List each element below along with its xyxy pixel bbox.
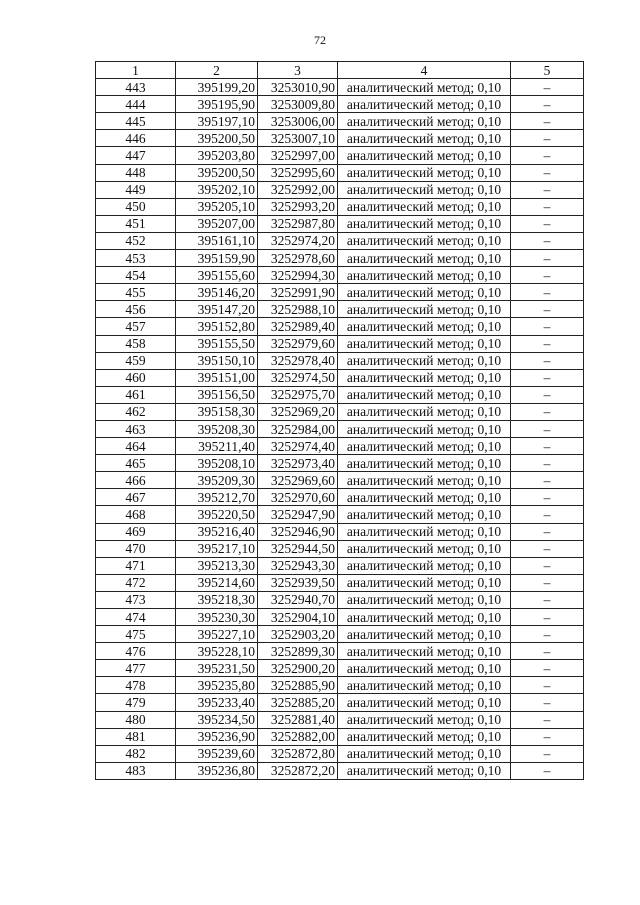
- x-coordinate-cell: 395236,80: [176, 762, 258, 779]
- y-coordinate-cell: 3252995,60: [258, 164, 338, 181]
- point-number-cell: 457: [96, 318, 176, 335]
- note-cell: –: [511, 455, 584, 472]
- x-coordinate-cell: 395218,30: [176, 591, 258, 608]
- note-cell: –: [511, 267, 584, 284]
- table-row: [96, 215, 584, 232]
- table-row: [96, 745, 584, 762]
- table-row: [96, 626, 584, 643]
- x-coordinate-cell: 395159,90: [176, 250, 258, 267]
- point-number-cell: 475: [96, 626, 176, 643]
- point-number-cell: 449: [96, 181, 176, 198]
- x-coordinate-cell: 395205,10: [176, 198, 258, 215]
- y-coordinate-cell: 3252978,40: [258, 352, 338, 369]
- note-cell: –: [511, 762, 584, 779]
- note-cell: –: [511, 643, 584, 660]
- x-coordinate-cell: 395213,30: [176, 557, 258, 574]
- point-number-cell: 455: [96, 284, 176, 301]
- note-cell: –: [511, 318, 584, 335]
- y-coordinate-cell: 3253006,00: [258, 113, 338, 130]
- table-row: [96, 420, 584, 437]
- y-coordinate-cell: 3252979,60: [258, 335, 338, 352]
- point-number-cell: 478: [96, 677, 176, 694]
- table-row: [96, 438, 584, 455]
- point-number-cell: 483: [96, 762, 176, 779]
- point-number-cell: 481: [96, 728, 176, 745]
- x-coordinate-cell: 395207,00: [176, 215, 258, 232]
- x-coordinate-cell: 395150,10: [176, 352, 258, 369]
- table-row: [96, 232, 584, 249]
- note-cell: –: [511, 660, 584, 677]
- point-number-cell: 466: [96, 472, 176, 489]
- method-cell: аналитический метод; 0,10: [338, 643, 511, 660]
- method-cell: аналитический метод; 0,10: [338, 232, 511, 249]
- table-row: [96, 694, 584, 711]
- y-coordinate-cell: 3252904,10: [258, 609, 338, 626]
- table-row: [96, 591, 584, 608]
- method-cell: аналитический метод; 0,10: [338, 352, 511, 369]
- x-coordinate-cell: 395234,50: [176, 711, 258, 728]
- method-cell: аналитический метод; 0,10: [338, 284, 511, 301]
- table-row: [96, 557, 584, 574]
- x-coordinate-cell: 395230,30: [176, 609, 258, 626]
- y-coordinate-cell: 3252994,30: [258, 267, 338, 284]
- method-cell: аналитический метод; 0,10: [338, 489, 511, 506]
- x-coordinate-cell: 395155,60: [176, 267, 258, 284]
- method-cell: аналитический метод; 0,10: [338, 762, 511, 779]
- method-cell: аналитический метод; 0,10: [338, 335, 511, 352]
- point-number-cell: 450: [96, 198, 176, 215]
- note-cell: –: [511, 574, 584, 591]
- note-cell: –: [511, 711, 584, 728]
- note-cell: –: [511, 386, 584, 403]
- table-row: [96, 267, 584, 284]
- point-number-cell: 459: [96, 352, 176, 369]
- method-cell: аналитический метод; 0,10: [338, 130, 511, 147]
- method-cell: аналитический метод; 0,10: [338, 318, 511, 335]
- table-row: [96, 198, 584, 215]
- y-coordinate-cell: 3252944,50: [258, 540, 338, 557]
- table-row: [96, 609, 584, 626]
- method-cell: аналитический метод; 0,10: [338, 369, 511, 386]
- method-cell: аналитический метод; 0,10: [338, 113, 511, 130]
- column-header-3: 3: [258, 62, 338, 79]
- y-coordinate-cell: 3252899,30: [258, 643, 338, 660]
- point-number-cell: 469: [96, 523, 176, 540]
- y-coordinate-cell: 3252991,90: [258, 284, 338, 301]
- x-coordinate-cell: 395212,70: [176, 489, 258, 506]
- method-cell: аналитический метод; 0,10: [338, 420, 511, 437]
- point-number-cell: 448: [96, 164, 176, 181]
- method-cell: аналитический метод; 0,10: [338, 626, 511, 643]
- table-row: [96, 130, 584, 147]
- table-row: [96, 369, 584, 386]
- y-coordinate-cell: 3252939,50: [258, 574, 338, 591]
- point-number-cell: 461: [96, 386, 176, 403]
- table-row: [96, 147, 584, 164]
- y-coordinate-cell: 3252992,00: [258, 181, 338, 198]
- point-number-cell: 454: [96, 267, 176, 284]
- y-coordinate-cell: 3252974,20: [258, 232, 338, 249]
- method-cell: аналитический метод; 0,10: [338, 438, 511, 455]
- y-coordinate-cell: 3252989,40: [258, 318, 338, 335]
- note-cell: –: [511, 113, 584, 130]
- point-number-cell: 479: [96, 694, 176, 711]
- point-number-cell: 471: [96, 557, 176, 574]
- method-cell: аналитический метод; 0,10: [338, 181, 511, 198]
- y-coordinate-cell: 3252969,20: [258, 403, 338, 420]
- method-cell: аналитический метод; 0,10: [338, 301, 511, 318]
- note-cell: –: [511, 198, 584, 215]
- point-number-cell: 456: [96, 301, 176, 318]
- point-number-cell: 470: [96, 540, 176, 557]
- table-header-row: [96, 62, 584, 79]
- point-number-cell: 451: [96, 215, 176, 232]
- method-cell: аналитический метод; 0,10: [338, 79, 511, 96]
- x-coordinate-cell: 395195,90: [176, 96, 258, 113]
- point-number-cell: 477: [96, 660, 176, 677]
- note-cell: –: [511, 609, 584, 626]
- note-cell: –: [511, 728, 584, 745]
- point-number-cell: 476: [96, 643, 176, 660]
- y-coordinate-cell: 3252881,40: [258, 711, 338, 728]
- table-row: [96, 711, 584, 728]
- x-coordinate-cell: 395235,80: [176, 677, 258, 694]
- x-coordinate-cell: 395197,10: [176, 113, 258, 130]
- y-coordinate-cell: 3252973,40: [258, 455, 338, 472]
- note-cell: –: [511, 164, 584, 181]
- y-coordinate-cell: 3252943,30: [258, 557, 338, 574]
- x-coordinate-cell: 395146,20: [176, 284, 258, 301]
- note-cell: –: [511, 540, 584, 557]
- x-coordinate-cell: 395214,60: [176, 574, 258, 591]
- note-cell: –: [511, 352, 584, 369]
- x-coordinate-cell: 395233,40: [176, 694, 258, 711]
- y-coordinate-cell: 3252988,10: [258, 301, 338, 318]
- table-row: [96, 250, 584, 267]
- point-number-cell: 462: [96, 403, 176, 420]
- x-coordinate-cell: 395209,30: [176, 472, 258, 489]
- y-coordinate-cell: 3252978,60: [258, 250, 338, 267]
- note-cell: –: [511, 626, 584, 643]
- table-row: [96, 352, 584, 369]
- table-row: [96, 284, 584, 301]
- method-cell: аналитический метод; 0,10: [338, 745, 511, 762]
- point-number-cell: 468: [96, 506, 176, 523]
- method-cell: аналитический метод; 0,10: [338, 455, 511, 472]
- table-row: [96, 762, 584, 779]
- note-cell: –: [511, 523, 584, 540]
- point-number-cell: 467: [96, 489, 176, 506]
- x-coordinate-cell: 395202,10: [176, 181, 258, 198]
- table-row: [96, 472, 584, 489]
- note-cell: –: [511, 403, 584, 420]
- y-coordinate-cell: 3252900,20: [258, 660, 338, 677]
- note-cell: –: [511, 181, 584, 198]
- y-coordinate-cell: 3252984,00: [258, 420, 338, 437]
- x-coordinate-cell: 395236,90: [176, 728, 258, 745]
- method-cell: аналитический метод; 0,10: [338, 403, 511, 420]
- x-coordinate-cell: 395228,10: [176, 643, 258, 660]
- x-coordinate-cell: 395203,80: [176, 147, 258, 164]
- method-cell: аналитический метод; 0,10: [338, 250, 511, 267]
- note-cell: –: [511, 96, 584, 113]
- point-number-cell: 482: [96, 745, 176, 762]
- method-cell: аналитический метод; 0,10: [338, 96, 511, 113]
- method-cell: аналитический метод; 0,10: [338, 711, 511, 728]
- x-coordinate-cell: 395211,40: [176, 438, 258, 455]
- table-row: [96, 113, 584, 130]
- note-cell: –: [511, 215, 584, 232]
- table-row: [96, 403, 584, 420]
- table-row: [96, 660, 584, 677]
- method-cell: аналитический метод; 0,10: [338, 574, 511, 591]
- note-cell: –: [511, 250, 584, 267]
- y-coordinate-cell: 3253010,90: [258, 79, 338, 96]
- note-cell: –: [511, 335, 584, 352]
- point-number-cell: 464: [96, 438, 176, 455]
- y-coordinate-cell: 3252974,40: [258, 438, 338, 455]
- y-coordinate-cell: 3252872,20: [258, 762, 338, 779]
- method-cell: аналитический метод; 0,10: [338, 198, 511, 215]
- method-cell: аналитический метод; 0,10: [338, 728, 511, 745]
- method-cell: аналитический метод; 0,10: [338, 694, 511, 711]
- y-coordinate-cell: 3252885,90: [258, 677, 338, 694]
- table-row: [96, 574, 584, 591]
- y-coordinate-cell: 3253007,10: [258, 130, 338, 147]
- table-row: [96, 96, 584, 113]
- x-coordinate-cell: 395147,20: [176, 301, 258, 318]
- point-number-cell: 473: [96, 591, 176, 608]
- x-coordinate-cell: 395200,50: [176, 164, 258, 181]
- y-coordinate-cell: 3252947,90: [258, 506, 338, 523]
- y-coordinate-cell: 3252872,80: [258, 745, 338, 762]
- table-row: [96, 728, 584, 745]
- table-row: [96, 79, 584, 96]
- table-row: [96, 301, 584, 318]
- method-cell: аналитический метод; 0,10: [338, 386, 511, 403]
- x-coordinate-cell: 395216,40: [176, 523, 258, 540]
- table-row: [96, 455, 584, 472]
- note-cell: –: [511, 284, 584, 301]
- x-coordinate-cell: 395156,50: [176, 386, 258, 403]
- point-number-cell: 452: [96, 232, 176, 249]
- x-coordinate-cell: 395151,00: [176, 369, 258, 386]
- y-coordinate-cell: 3252970,60: [258, 489, 338, 506]
- point-number-cell: 474: [96, 609, 176, 626]
- table-row: [96, 386, 584, 403]
- y-coordinate-cell: 3252885,20: [258, 694, 338, 711]
- column-header-1: 1: [96, 62, 176, 79]
- x-coordinate-cell: 395231,50: [176, 660, 258, 677]
- method-cell: аналитический метод; 0,10: [338, 523, 511, 540]
- method-cell: аналитический метод; 0,10: [338, 472, 511, 489]
- note-cell: –: [511, 472, 584, 489]
- coordinates-table: [95, 61, 584, 780]
- note-cell: –: [511, 745, 584, 762]
- note-cell: –: [511, 591, 584, 608]
- x-coordinate-cell: 395239,60: [176, 745, 258, 762]
- x-coordinate-cell: 395220,50: [176, 506, 258, 523]
- note-cell: –: [511, 694, 584, 711]
- method-cell: аналитический метод; 0,10: [338, 677, 511, 694]
- point-number-cell: 445: [96, 113, 176, 130]
- x-coordinate-cell: 395217,10: [176, 540, 258, 557]
- note-cell: –: [511, 506, 584, 523]
- x-coordinate-cell: 395208,30: [176, 420, 258, 437]
- table-row: [96, 540, 584, 557]
- method-cell: аналитический метод; 0,10: [338, 147, 511, 164]
- y-coordinate-cell: 3252987,80: [258, 215, 338, 232]
- y-coordinate-cell: 3252975,70: [258, 386, 338, 403]
- note-cell: –: [511, 677, 584, 694]
- note-cell: –: [511, 420, 584, 437]
- x-coordinate-cell: 395152,80: [176, 318, 258, 335]
- method-cell: аналитический метод; 0,10: [338, 609, 511, 626]
- point-number-cell: 444: [96, 96, 176, 113]
- table-row: [96, 523, 584, 540]
- y-coordinate-cell: 3252969,60: [258, 472, 338, 489]
- point-number-cell: 480: [96, 711, 176, 728]
- point-number-cell: 460: [96, 369, 176, 386]
- y-coordinate-cell: 3253009,80: [258, 96, 338, 113]
- point-number-cell: 458: [96, 335, 176, 352]
- point-number-cell: 465: [96, 455, 176, 472]
- note-cell: –: [511, 301, 584, 318]
- table-row: [96, 318, 584, 335]
- x-coordinate-cell: 395208,10: [176, 455, 258, 472]
- point-number-cell: 447: [96, 147, 176, 164]
- point-number-cell: 472: [96, 574, 176, 591]
- table-row: [96, 643, 584, 660]
- method-cell: аналитический метод; 0,10: [338, 267, 511, 284]
- method-cell: аналитический метод; 0,10: [338, 591, 511, 608]
- method-cell: аналитический метод; 0,10: [338, 557, 511, 574]
- table-row: [96, 181, 584, 198]
- method-cell: аналитический метод; 0,10: [338, 660, 511, 677]
- note-cell: –: [511, 438, 584, 455]
- x-coordinate-cell: 395161,10: [176, 232, 258, 249]
- y-coordinate-cell: 3252903,20: [258, 626, 338, 643]
- point-number-cell: 463: [96, 420, 176, 437]
- x-coordinate-cell: 395227,10: [176, 626, 258, 643]
- column-header-2: 2: [176, 62, 258, 79]
- x-coordinate-cell: 395158,30: [176, 403, 258, 420]
- table-row: [96, 489, 584, 506]
- table-row: [96, 335, 584, 352]
- method-cell: аналитический метод; 0,10: [338, 540, 511, 557]
- column-header-4: 4: [338, 62, 511, 79]
- x-coordinate-cell: 395200,50: [176, 130, 258, 147]
- x-coordinate-cell: 395199,20: [176, 79, 258, 96]
- table-row: [96, 506, 584, 523]
- point-number-cell: 446: [96, 130, 176, 147]
- y-coordinate-cell: 3252940,70: [258, 591, 338, 608]
- note-cell: –: [511, 130, 584, 147]
- y-coordinate-cell: 3252993,20: [258, 198, 338, 215]
- table-body: [96, 79, 584, 780]
- note-cell: –: [511, 557, 584, 574]
- note-cell: –: [511, 147, 584, 164]
- column-header-5: 5: [511, 62, 584, 79]
- page-number: 72: [314, 33, 326, 47]
- method-cell: аналитический метод; 0,10: [338, 506, 511, 523]
- note-cell: –: [511, 489, 584, 506]
- y-coordinate-cell: 3252882,00: [258, 728, 338, 745]
- note-cell: –: [511, 232, 584, 249]
- point-number-cell: 443: [96, 79, 176, 96]
- method-cell: аналитический метод; 0,10: [338, 164, 511, 181]
- y-coordinate-cell: 3252946,90: [258, 523, 338, 540]
- x-coordinate-cell: 395155,50: [176, 335, 258, 352]
- y-coordinate-cell: 3252997,00: [258, 147, 338, 164]
- table-row: [96, 677, 584, 694]
- method-cell: аналитический метод; 0,10: [338, 215, 511, 232]
- note-cell: –: [511, 79, 584, 96]
- y-coordinate-cell: 3252974,50: [258, 369, 338, 386]
- point-number-cell: 453: [96, 250, 176, 267]
- note-cell: –: [511, 369, 584, 386]
- table-row: [96, 164, 584, 181]
